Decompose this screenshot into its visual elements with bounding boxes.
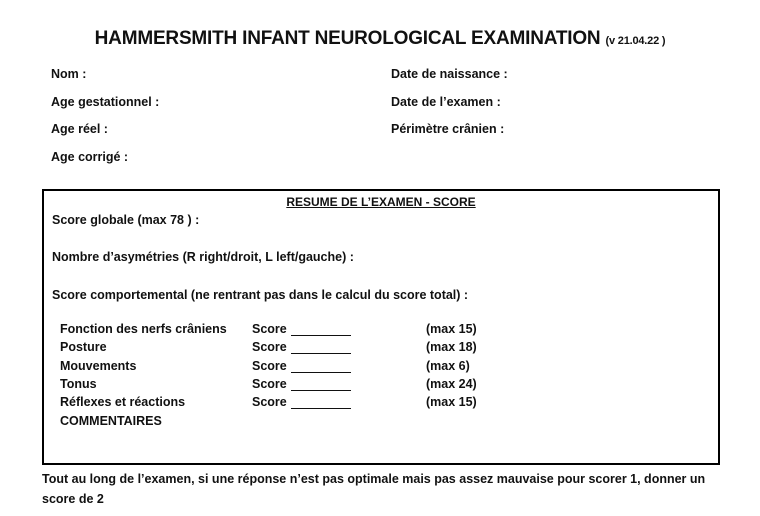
score-row-label: Score <box>252 359 287 373</box>
score-row-label: Score <box>252 395 287 409</box>
field-age-corrige: Age corrigé : <box>51 150 129 164</box>
score-row-domain: Mouvements <box>60 359 137 373</box>
score-row-domain: Fonction des nerfs crâniens <box>60 322 227 336</box>
score-row-label: Score <box>252 322 287 336</box>
field-date-examen: Date de l’examen : <box>391 95 501 109</box>
document-title <box>0 28 760 50</box>
score-row <box>60 340 580 358</box>
score-row-max: (max 15) <box>426 322 477 336</box>
score-row <box>60 377 580 395</box>
score-row <box>60 359 580 377</box>
footnote: Tout au long de l’examen, si une réponse n’est pas optimale mais pas assez mauvaise pour scorer 1, donner un score de 2 <box>42 472 706 506</box>
summary-heading: RESUME DE L’EXAMEN - SCORE <box>286 195 476 209</box>
score-blank-line <box>291 408 351 409</box>
score-row-max: (max 6) <box>426 359 470 373</box>
score-blank-line <box>291 335 351 336</box>
score-summary-box <box>42 189 720 465</box>
score-row-max: (max 15) <box>426 395 477 409</box>
score-row-domain: Tonus <box>60 377 97 391</box>
global-score-line: Score globale (max 78 ) : <box>52 213 200 227</box>
score-row <box>60 322 580 340</box>
behavioural-score-line: Score comportemental (ne rentrant pas dans le calcul du score total) : <box>52 288 469 302</box>
score-row-domain: Posture <box>60 340 107 354</box>
field-age-reel: Age réel : <box>51 122 108 136</box>
field-age-gestationnel: Age gestationnel : <box>51 95 160 109</box>
comments-label: COMMENTAIRES <box>60 414 162 428</box>
score-row-max: (max 24) <box>426 377 477 391</box>
title-text: HAMMERSMITH INFANT NEUROLOGICAL EXAMINATION <box>94 28 601 49</box>
field-date-naissance: Date de naissance : <box>391 67 508 81</box>
score-row <box>60 395 580 413</box>
score-row-max: (max 18) <box>426 340 477 354</box>
score-row-label: Score <box>252 377 287 391</box>
asymmetry-count-line: Nombre d’asymétries (R right/droit, L left/gauche) : <box>52 250 354 264</box>
score-blank-line <box>291 353 351 354</box>
score-row-label: Score <box>252 340 287 354</box>
field-perimetre-cranien: Périmètre crânien : <box>391 122 505 136</box>
score-row-domain: Réflexes et réactions <box>60 395 186 409</box>
field-nom: Nom : <box>51 67 87 81</box>
version-label: (v 21.04.22 ) <box>605 35 666 47</box>
score-blank-line <box>291 372 351 373</box>
score-blank-line <box>291 390 351 391</box>
